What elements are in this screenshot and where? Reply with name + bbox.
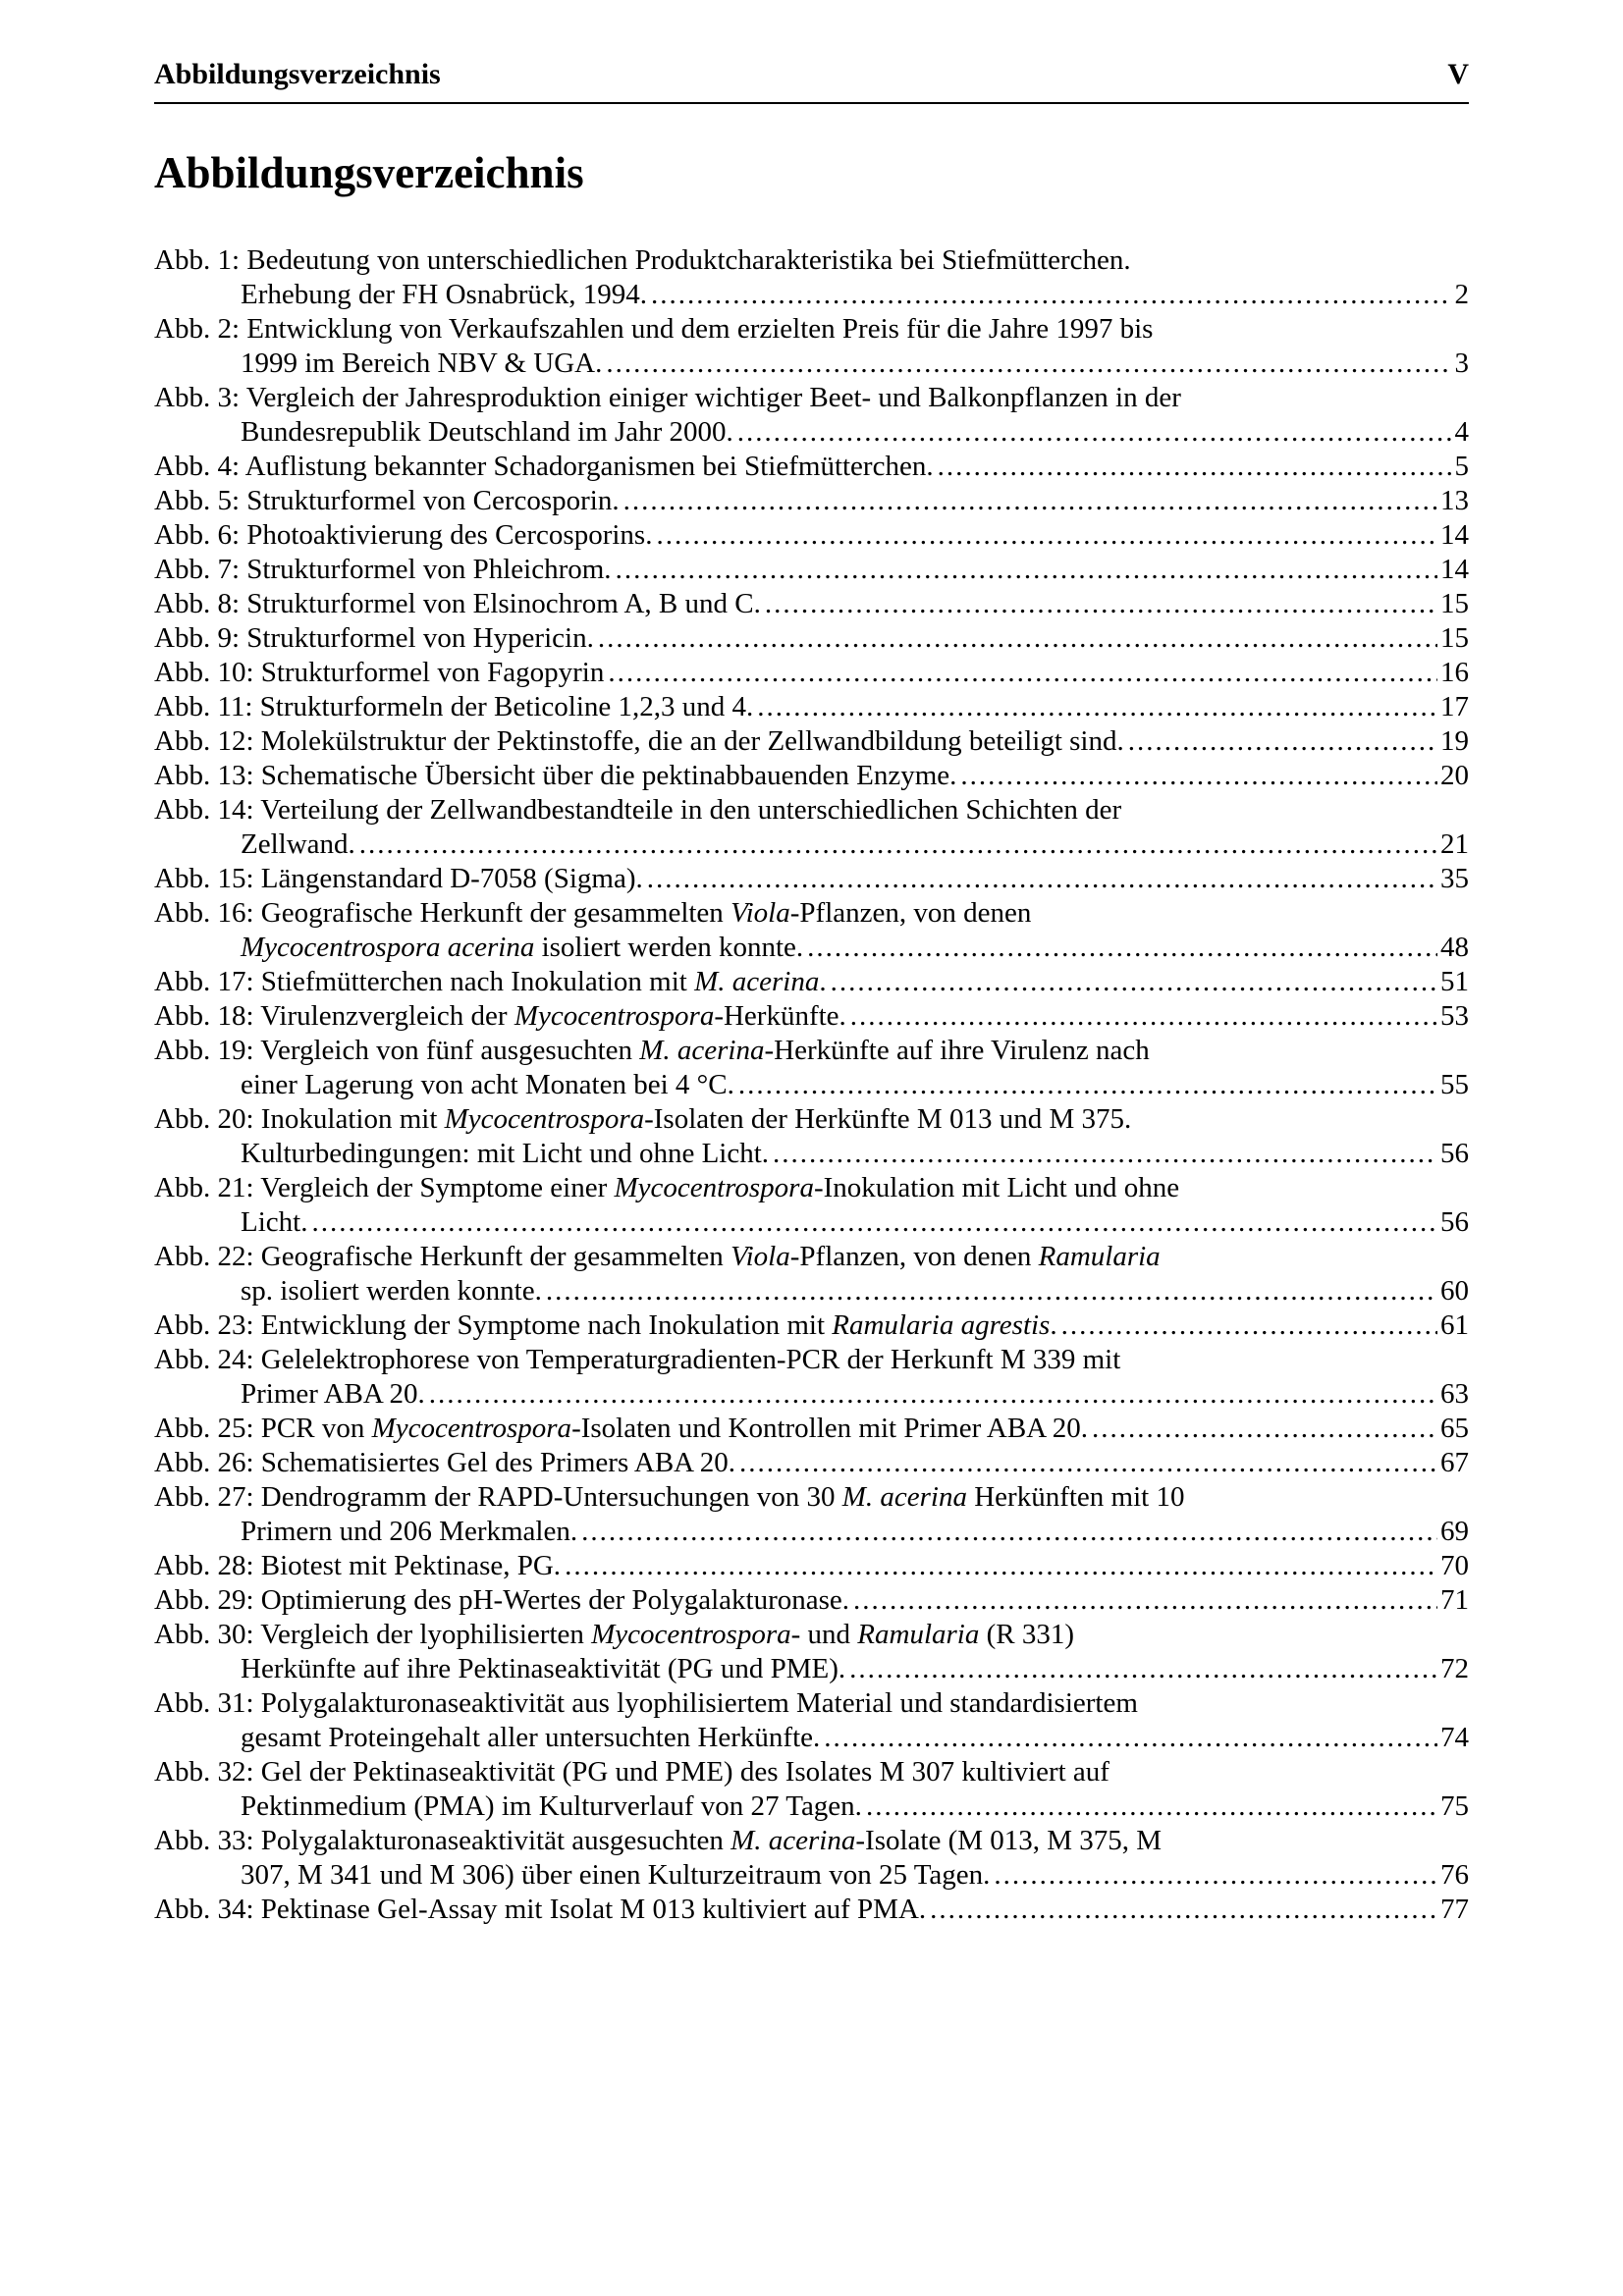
- dot-leader: [1092, 1412, 1437, 1446]
- toc-entry-line: [241, 1137, 1469, 1171]
- entry-text-segment: gesamt Proteingehalt aller untersuchten Herkünfte.: [241, 1722, 821, 1753]
- species-name: M. acerina: [730, 1825, 856, 1856]
- toc-entry: [154, 1755, 1469, 1824]
- entry-text-segment: Abb. 24: Gelelektrophorese von Temperaturgradienten-PCR der Herkunft M 339 mit: [154, 1344, 1121, 1375]
- toc-entry-line: [154, 1824, 1469, 1858]
- entry-text-segment: Abb. 25: PCR von: [154, 1413, 372, 1444]
- entry-text-segment: Erhebung der FH Osnabrück, 1994.: [241, 279, 647, 310]
- toc-entry-line: [154, 1343, 1469, 1377]
- dot-leader: [311, 1205, 1437, 1240]
- toc-entry: [154, 1412, 1469, 1446]
- entry-text-segment: -Herkünfte auf ihre Virulenz nach: [764, 1035, 1150, 1066]
- toc-entry-text: [241, 1137, 769, 1171]
- dot-leader: [581, 1515, 1437, 1549]
- toc-entry-line: [154, 312, 1469, 347]
- toc-entry-line: [154, 1034, 1469, 1068]
- toc-entry-line: [154, 656, 1469, 690]
- entry-text-segment: Bundesrepublik Deutschland im Jahr 2000.: [241, 416, 733, 448]
- toc-entry-line: [154, 381, 1469, 415]
- toc-entry-line: [154, 1549, 1469, 1583]
- toc-entry-text: [154, 1619, 1074, 1650]
- toc-entry-line: [241, 1205, 1469, 1240]
- page-number: 17: [1440, 691, 1469, 722]
- page-number: 74: [1440, 1722, 1469, 1753]
- toc-entry-line: [154, 999, 1469, 1034]
- toc-entry-line: [241, 1858, 1469, 1893]
- toc-entry-line: [241, 1789, 1469, 1824]
- toc-entry-text: [241, 1377, 425, 1412]
- entry-text-segment: Abb. 17: Stiefmütterchen nach Inokulation mit: [154, 966, 695, 997]
- toc-entry-text: [154, 1756, 1109, 1788]
- toc-entry-text: [241, 1274, 542, 1308]
- entry-text-segment: Abb. 13: Schematische Übersicht über die pektinabbauenden Enzyme.: [154, 760, 957, 791]
- dot-leader: [647, 862, 1437, 896]
- toc-entry-text: [154, 450, 934, 484]
- entry-text-segment: -Pflanzen, von denen: [789, 897, 1032, 929]
- toc-entry-text: [154, 587, 761, 621]
- page-number: 13: [1440, 485, 1469, 516]
- toc-entry-text: [154, 999, 846, 1034]
- toc-entry-text: [154, 1893, 926, 1927]
- page-number: 60: [1440, 1275, 1469, 1307]
- page-number: 72: [1440, 1653, 1469, 1684]
- toc-entry-line: [154, 1446, 1469, 1480]
- entry-text-segment: Abb. 31: Polygalakturonaseaktivität aus lyophilisiertem Material und standardisiertem: [154, 1687, 1138, 1719]
- running-title: Abbildungsverzeichnis: [154, 58, 441, 90]
- toc-entry: [154, 656, 1469, 690]
- dot-leader: [737, 415, 1452, 450]
- toc-entry-text: [154, 1241, 1161, 1272]
- toc-entry-line: [154, 896, 1469, 931]
- species-name: Mycocentrospora acerina: [241, 932, 535, 963]
- page-number: 14: [1440, 554, 1469, 585]
- page-number: 48: [1440, 932, 1469, 963]
- entry-text-segment: isoliert werden konnte.: [534, 932, 804, 963]
- entry-text-segment: Abb. 18: Virulenzvergleich der: [154, 1000, 514, 1032]
- page-number: 2: [1454, 279, 1469, 310]
- entry-text-segment: Herkünfte auf ihre Pektinaseaktivität (PG und PME).: [241, 1653, 846, 1684]
- toc-entry: [154, 312, 1469, 381]
- toc-entry-line: [154, 1618, 1469, 1652]
- toc-entry: [154, 1034, 1469, 1102]
- toc-entry-text: [154, 724, 1124, 759]
- toc-entry-line: [154, 1412, 1469, 1446]
- page-number: 3: [1454, 347, 1469, 379]
- page-number: 53: [1440, 1000, 1469, 1032]
- entry-text-segment: Abb. 14: Verteilung der Zellwandbestandteile in den unterschiedlichen Schichten der: [154, 794, 1122, 826]
- toc-entry: [154, 759, 1469, 793]
- toc-entry-text: [154, 759, 956, 793]
- entry-text-segment: Abb. 12: Molekülstruktur der Pektinstoffe, die an der Zellwandbildung beteiligt sind.: [154, 725, 1124, 757]
- entry-text-segment: Abb. 2: Entwicklung von Verkaufszahlen und dem erzielten Preis für die Jahre 1997 bis: [154, 313, 1154, 345]
- page-number: 19: [1440, 725, 1469, 757]
- dot-leader: [807, 931, 1437, 965]
- entry-text-segment: 307, M 341 und M 306) über einen Kulturzeitraum von 25 Tagen.: [241, 1859, 991, 1891]
- section-title: Abbildungsverzeichnis: [154, 148, 584, 197]
- page-number: 70: [1440, 1550, 1469, 1581]
- toc-entry-text: [154, 244, 1131, 276]
- species-name: Viola: [730, 897, 790, 929]
- toc-entry-line: [154, 759, 1469, 793]
- species-name: M. acerina: [694, 966, 820, 997]
- toc-entry: [154, 1171, 1469, 1240]
- toc-entry-text: [154, 1687, 1138, 1719]
- toc-entry-text: [154, 1825, 1162, 1856]
- page-number: 65: [1440, 1413, 1469, 1444]
- toc-entry-line: [241, 415, 1469, 450]
- toc-entry-line: [154, 1480, 1469, 1515]
- toc-entry-line: [154, 621, 1469, 656]
- toc-entry: [154, 1893, 1469, 1927]
- page-number: 71: [1440, 1584, 1469, 1616]
- entry-text-segment: (R 331): [979, 1619, 1075, 1650]
- toc-entry-line: [154, 1755, 1469, 1789]
- entry-text-segment: sp. isoliert werden konnte.: [241, 1275, 542, 1307]
- entry-text-segment: Abb. 33: Polygalakturonaseaktivität ausgesuchten: [154, 1825, 731, 1856]
- species-name: Ramularia agrestis: [832, 1309, 1051, 1341]
- toc-entry-text: [154, 1412, 1088, 1446]
- entry-text-segment: Abb. 26: Schematisiertes Gel des Primers ABA 20.: [154, 1447, 736, 1478]
- entry-text-segment: Abb. 7: Strukturformel von Phleichrom.: [154, 554, 612, 585]
- toc-entry: [154, 381, 1469, 450]
- toc-entry-line: [241, 278, 1469, 312]
- dot-leader: [546, 1274, 1437, 1308]
- toc-entry-line: [154, 450, 1469, 484]
- toc-entry-line: [154, 793, 1469, 828]
- toc-entry: [154, 484, 1469, 518]
- entry-text-segment: Abb. 16: Geografische Herkunft der gesammelten: [154, 897, 731, 929]
- toc-entry-line: [241, 828, 1469, 862]
- page-number: 4: [1454, 416, 1469, 448]
- toc-entry: [154, 518, 1469, 553]
- page-number: 56: [1440, 1138, 1469, 1169]
- dot-leader: [757, 690, 1437, 724]
- toc-entry: [154, 1583, 1469, 1618]
- dot-leader: [598, 621, 1437, 656]
- toc-entry: [154, 553, 1469, 587]
- dot-leader: [850, 999, 1437, 1034]
- toc-entry-text: [241, 931, 803, 965]
- dot-leader: [994, 1858, 1437, 1893]
- page-number: 75: [1440, 1790, 1469, 1822]
- page-number: 16: [1440, 657, 1469, 688]
- toc-entry-line: [154, 1308, 1469, 1343]
- entry-text-segment: Abb. 30: Vergleich der lyophilisierten: [154, 1619, 592, 1650]
- entry-text-segment: einer Lagerung von acht Monaten bei 4 °C.: [241, 1069, 734, 1100]
- entry-text-segment: Abb. 27: Dendrogramm der RAPD-Untersuchungen von 30: [154, 1481, 842, 1513]
- toc-entry-text: [241, 415, 733, 450]
- toc-entry-line: [154, 243, 1469, 278]
- entry-text-segment: Abb. 19: Vergleich von fünf ausgesuchten: [154, 1035, 640, 1066]
- species-name: Mycocentrospora: [514, 1000, 715, 1032]
- toc-entry-text: [241, 1068, 734, 1102]
- entry-text-segment: -Isolate (M 013, M 375, M: [855, 1825, 1163, 1856]
- toc-entry-line: [154, 724, 1469, 759]
- entry-text-segment: -Isolaten und Kontrollen mit Primer ABA 20.: [571, 1413, 1089, 1444]
- entry-text-segment: Abb. 9: Strukturformel von Hypericin.: [154, 622, 594, 654]
- toc-entry-line: [154, 1171, 1469, 1205]
- toc-entry: [154, 793, 1469, 862]
- toc-entry: [154, 1549, 1469, 1583]
- page-number: 15: [1440, 588, 1469, 619]
- entry-text-segment: Licht.: [241, 1206, 308, 1238]
- species-name: Mycocentrospora: [371, 1413, 572, 1444]
- species-name: M. acerina: [841, 1481, 967, 1513]
- entry-text-segment: -Herkünfte.: [714, 1000, 846, 1032]
- dot-leader: [866, 1789, 1437, 1824]
- toc-entry-text: [241, 1515, 577, 1549]
- toc-entry-text: [154, 1583, 849, 1618]
- species-name: Ramularia: [1038, 1241, 1161, 1272]
- page-number: 35: [1440, 863, 1469, 894]
- dot-leader: [930, 1893, 1437, 1927]
- entry-text-segment: -Isolaten der Herkünfte M 013 und M 375.: [644, 1103, 1132, 1135]
- toc-entry-text: [241, 1721, 820, 1755]
- dot-leader: [831, 965, 1437, 999]
- page-number: 20: [1440, 760, 1469, 791]
- page-number: 55: [1440, 1069, 1469, 1100]
- dot-leader: [359, 828, 1437, 862]
- entry-text-segment: Abb. 10: Strukturformel von Fagopyrin: [154, 657, 605, 688]
- toc-entry-text: [241, 1789, 862, 1824]
- entry-text-segment: Primer ABA 20.: [241, 1378, 425, 1410]
- toc-entry-text: [154, 862, 643, 896]
- toc-entry-line: [154, 1102, 1469, 1137]
- dot-leader: [656, 518, 1437, 553]
- toc-entry-text: [154, 1172, 1179, 1203]
- page-number: 15: [1440, 622, 1469, 654]
- toc-entry-line: [154, 1686, 1469, 1721]
- toc-entry-line: [154, 484, 1469, 518]
- toc-entry: [154, 724, 1469, 759]
- toc-entry-text: [154, 897, 1031, 929]
- entry-text-segment: Zellwand.: [241, 828, 355, 860]
- toc-entry: [154, 243, 1469, 312]
- entry-text-segment: Abb. 8: Strukturformel von Elsinochrom A, B und C.: [154, 588, 761, 619]
- entry-text-segment: .: [819, 966, 827, 997]
- page-number: 51: [1440, 966, 1469, 997]
- dot-leader: [623, 484, 1437, 518]
- toc-entry-text: [154, 1344, 1120, 1375]
- toc-entry-text: [154, 656, 604, 690]
- toc-entry-line: [241, 1652, 1469, 1686]
- species-name: Mycocentrospora: [444, 1103, 645, 1135]
- toc-entry: [154, 896, 1469, 965]
- toc-entry-text: [154, 484, 620, 518]
- page-number-roman: V: [1447, 58, 1469, 90]
- entry-text-segment: Abb. 22: Geografische Herkunft der gesammelten: [154, 1241, 731, 1272]
- toc-entry: [154, 621, 1469, 656]
- toc-entry: [154, 1102, 1469, 1171]
- dot-leader: [565, 1549, 1437, 1583]
- toc-entry-line: [241, 1721, 1469, 1755]
- page-number: 67: [1440, 1447, 1469, 1478]
- dot-leader: [1128, 724, 1437, 759]
- toc-entry-line: [154, 1583, 1469, 1618]
- entry-text-segment: Abb. 32: Gel der Pektinaseaktivität (PG und PME) des Isolates M 307 kultiviert auf: [154, 1756, 1109, 1788]
- dot-leader: [765, 587, 1437, 621]
- toc-entry-text: [241, 1652, 845, 1686]
- toc-entry-text: [154, 1549, 561, 1583]
- toc-entry-line: [154, 587, 1469, 621]
- toc-entry: [154, 587, 1469, 621]
- toc-entry-text: [241, 1858, 990, 1893]
- species-name: Ramularia: [857, 1619, 980, 1650]
- dot-leader: [1061, 1308, 1437, 1343]
- toc-entry-line: [154, 1893, 1469, 1927]
- page-number: 61: [1440, 1309, 1469, 1341]
- entry-text-segment: Herkünften mit 10: [966, 1481, 1185, 1513]
- species-name: M. acerina: [639, 1035, 765, 1066]
- toc-entry: [154, 1343, 1469, 1412]
- dot-leader: [853, 1583, 1437, 1618]
- entry-text-segment: Abb. 23: Entwicklung der Symptome nach Inokulation mit: [154, 1309, 833, 1341]
- toc-entry-line: [154, 518, 1469, 553]
- toc-entry-line: [241, 931, 1469, 965]
- page-number: 21: [1440, 828, 1469, 860]
- toc-entry-text: [154, 1446, 735, 1480]
- toc-entry: [154, 1240, 1469, 1308]
- toc-entry-line: [154, 965, 1469, 999]
- dot-leader: [960, 759, 1437, 793]
- entry-text-segment: Abb. 21: Vergleich der Symptome einer: [154, 1172, 615, 1203]
- page-header: [154, 57, 1469, 104]
- entry-text-segment: Primern und 206 Merkmalen.: [241, 1516, 578, 1547]
- toc-entry: [154, 999, 1469, 1034]
- entry-text-segment: Abb. 1: Bedeutung von unterschiedlichen Produktcharakteristika bei Stiefmütterchen.: [154, 244, 1131, 276]
- toc-entry-text: [154, 313, 1153, 345]
- entry-text-segment: .: [1050, 1309, 1057, 1341]
- toc-entry-text: [154, 1308, 1057, 1343]
- entry-text-segment: -Pflanzen, von denen: [789, 1241, 1039, 1272]
- entry-text-segment: Abb. 5: Strukturformel von Cercosporin.: [154, 485, 620, 516]
- toc-entry-line: [154, 862, 1469, 896]
- toc-entry-text: [154, 794, 1121, 826]
- dot-leader: [608, 656, 1437, 690]
- entry-text-segment: Abb. 29: Optimierung des pH-Wertes der Polygalakturonase.: [154, 1584, 850, 1616]
- dot-leader: [773, 1137, 1437, 1171]
- species-name: Viola: [730, 1241, 790, 1272]
- toc-entry-text: [154, 1103, 1131, 1135]
- toc-entry-text: [241, 347, 602, 381]
- entry-text-segment: Abb. 4: Auflistung bekannter Schadorganismen bei Stiefmütterchen.: [154, 451, 934, 482]
- toc-entry: [154, 690, 1469, 724]
- page-number: 63: [1440, 1378, 1469, 1410]
- toc-entry: [154, 965, 1469, 999]
- toc-entry: [154, 1446, 1469, 1480]
- entry-text-segment: Abb. 3: Vergleich der Jahresproduktion einiger wichtiger Beet- und Balkonpflanzen in der: [154, 382, 1181, 413]
- toc-entry: [154, 1618, 1469, 1686]
- toc-entry-line: [241, 1274, 1469, 1308]
- toc-entry-line: [154, 553, 1469, 587]
- entry-text-segment: Abb. 6: Photoaktivierung des Cercosporins.: [154, 519, 653, 551]
- toc-entry: [154, 1308, 1469, 1343]
- toc-entry-text: [154, 382, 1181, 413]
- dot-leader: [738, 1068, 1437, 1102]
- entry-text-segment: Abb. 11: Strukturformeln der Beticoline 1,2,3 und 4.: [154, 691, 754, 722]
- species-name: Mycocentrospora: [614, 1172, 814, 1203]
- page-number: 56: [1440, 1206, 1469, 1238]
- entry-text-segment: - und: [790, 1619, 858, 1650]
- toc-entry-text: [154, 1035, 1150, 1066]
- toc-entry-text: [241, 1205, 307, 1240]
- entry-text-segment: -Inokulation mit Licht und ohne: [813, 1172, 1180, 1203]
- dot-leader: [651, 278, 1452, 312]
- toc-entry: [154, 450, 1469, 484]
- species-name: Mycocentrospora: [591, 1619, 791, 1650]
- entry-text-segment: Abb. 34: Pektinase Gel-Assay mit Isolat M 013 kultiviert auf PMA.: [154, 1894, 927, 1925]
- dot-leader: [606, 347, 1451, 381]
- toc-entry-text: [154, 621, 594, 656]
- dot-leader: [824, 1721, 1437, 1755]
- toc-entry-text: [241, 828, 355, 862]
- toc-entry-text: [154, 518, 652, 553]
- toc-entry-line: [241, 347, 1469, 381]
- toc-entry-text: [154, 1481, 1184, 1513]
- entry-text-segment: Abb. 20: Inokulation mit: [154, 1103, 445, 1135]
- entry-text-segment: 1999 im Bereich NBV & UGA.: [241, 347, 603, 379]
- entry-text-segment: Abb. 28: Biotest mit Pektinase, PG.: [154, 1550, 562, 1581]
- toc-entry-text: [241, 278, 647, 312]
- entry-text-segment: Abb. 15: Längenstandard D-7058 (Sigma).: [154, 863, 643, 894]
- toc-entry: [154, 1824, 1469, 1893]
- page-number: 76: [1440, 1859, 1469, 1891]
- entry-text-segment: Pektinmedium (PMA) im Kulturverlauf von 27 Tagen.: [241, 1790, 862, 1822]
- toc-entry-line: [154, 690, 1469, 724]
- toc-entry-line: [241, 1515, 1469, 1549]
- page-number: 77: [1440, 1894, 1469, 1925]
- toc-entry-line: [241, 1068, 1469, 1102]
- figure-list: [154, 243, 1469, 1927]
- toc-entry-text: [154, 965, 827, 999]
- toc-entry-line: [241, 1377, 1469, 1412]
- page-number: 14: [1440, 519, 1469, 551]
- page-number: 5: [1454, 451, 1469, 482]
- toc-entry: [154, 1480, 1469, 1549]
- toc-entry: [154, 1686, 1469, 1755]
- dot-leader: [938, 450, 1452, 484]
- toc-entry-text: [154, 553, 612, 587]
- dot-leader: [616, 553, 1437, 587]
- page-number: 69: [1440, 1516, 1469, 1547]
- toc-entry: [154, 862, 1469, 896]
- toc-entry-line: [154, 1240, 1469, 1274]
- dot-leader: [429, 1377, 1437, 1412]
- toc-entry-text: [154, 690, 753, 724]
- dot-leader: [849, 1652, 1437, 1686]
- dot-leader: [739, 1446, 1437, 1480]
- entry-text-segment: Kulturbedingungen: mit Licht und ohne Licht.: [241, 1138, 770, 1169]
